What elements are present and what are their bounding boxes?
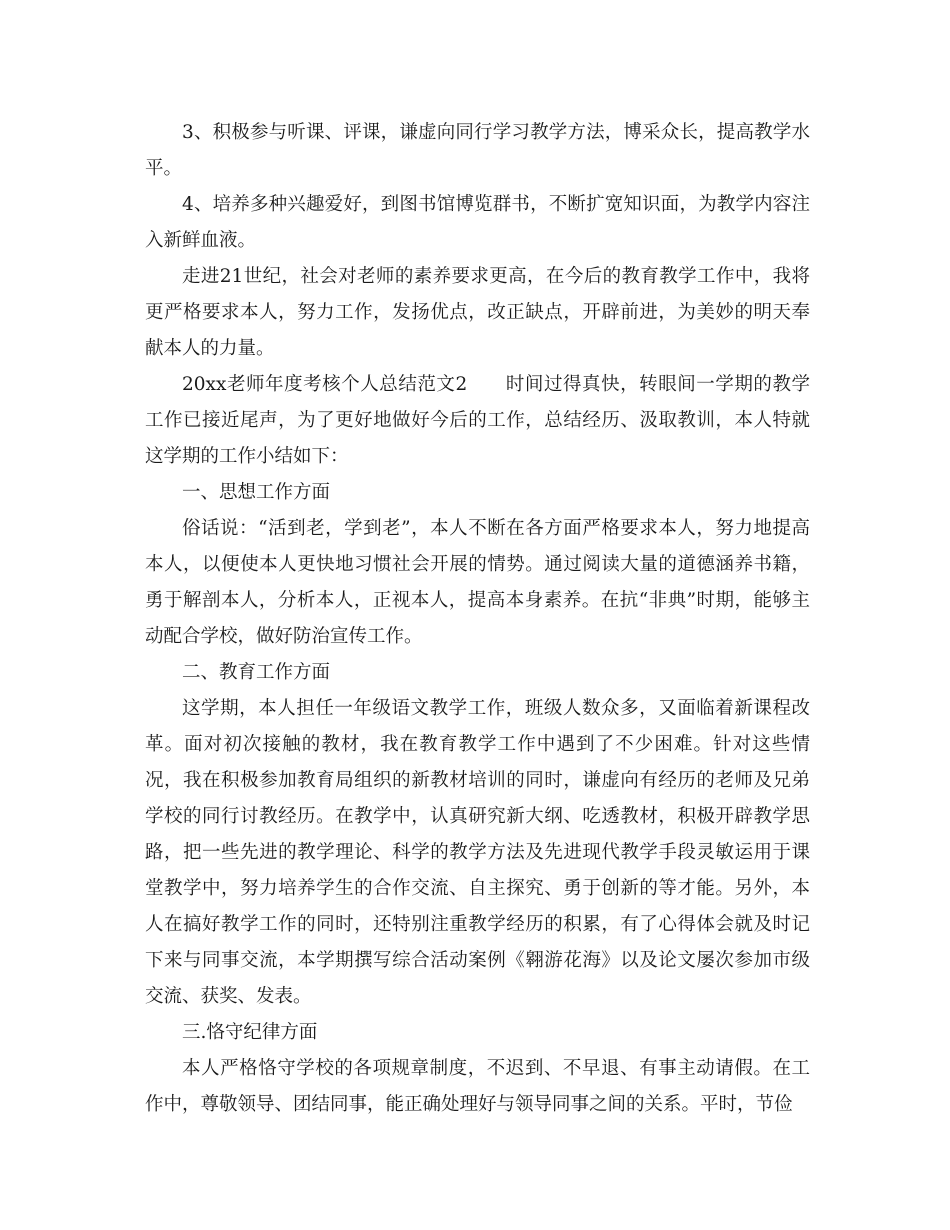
heading-ideological-work: 一、思想工作方面 [182,482,331,503]
paragraph-discipline: 本人严格恪守学校的各项规章制度，不迟到、不早退、有事主动请假。在工作中，尊敬领导、团结同事，能正确处理好与领导同事之间的关系。平时，节俭 [145,1058,810,1115]
paragraph-sample-2-intro: 20xx老师年度考核个人总结范文2 时间过得真快，转眼间一学期的教学工作已接近尾声，为了更好地做好今后的工作，总结经历、汲取教训，本人特就这学期的工作小结如下： [145,374,810,467]
paragraph-21st-century: 走进21世纪，社会对老师的素养要求更高，在今后的教育教学工作中，我将更严格要求本人，努力工作，发扬优点，改正缺点，开辟前进，为美妙的明天奉献本人的力量。 [145,266,810,359]
paragraph-ideological-work: 俗话说：“活到老，学到老”，本人不断在各方面严格要求本人，努力地提高本人，以便使本人更快地习惯社会开展的情势。通过阅读大量的道德涵养书籍，勇于解剖本人，分析本人，正视本人，提高本身素养。在抗“非典”时期，能够主动配合学校，做好防治宣传工作。 [145,518,810,647]
document-body [145,115,810,1123]
heading-discipline: 三.恪守纪律方面 [182,1022,318,1043]
paragraph-point-3: 3、积极参与听课、评课，谦虚向同行学习教学方法，博采众长，提高教学水平。 [145,122,810,179]
heading-education-work: 二、教育工作方面 [182,662,331,683]
paragraph-education-work: 这学期，本人担任一年级语文教学工作，班级人数众多，又面临着新课程改革。面对初次接触的教材，我在教育教学工作中遇到了不少困难。针对这些情况，我在积极参加教育局组织的新教材培训的同时，谦虚向有经历的老师及兄弟学校的同行讨教经历。在教学中，认真研究新大纲、吃透教材，积极开辟教学思路，把一些先进的教学理论、科学的教学方法及先进现代教学手段灵敏运用于课堂教学中，努力培养学生的合作交流、自主探究、勇于创新的等才能。另外，本人在搞好教学工作的同时，还特别注重教学经历的积累，有了心得体会就及时记下来与同事交流，本学期撰写综合活动案例《翱游花海》以及论文屡次参加市级交流、获奖、发表。 [145,698,810,1007]
paragraph-point-4: 4、培养多种兴趣爱好，到图书馆博览群书，不断扩宽知识面，为教学内容注入新鲜血液。 [145,194,810,251]
